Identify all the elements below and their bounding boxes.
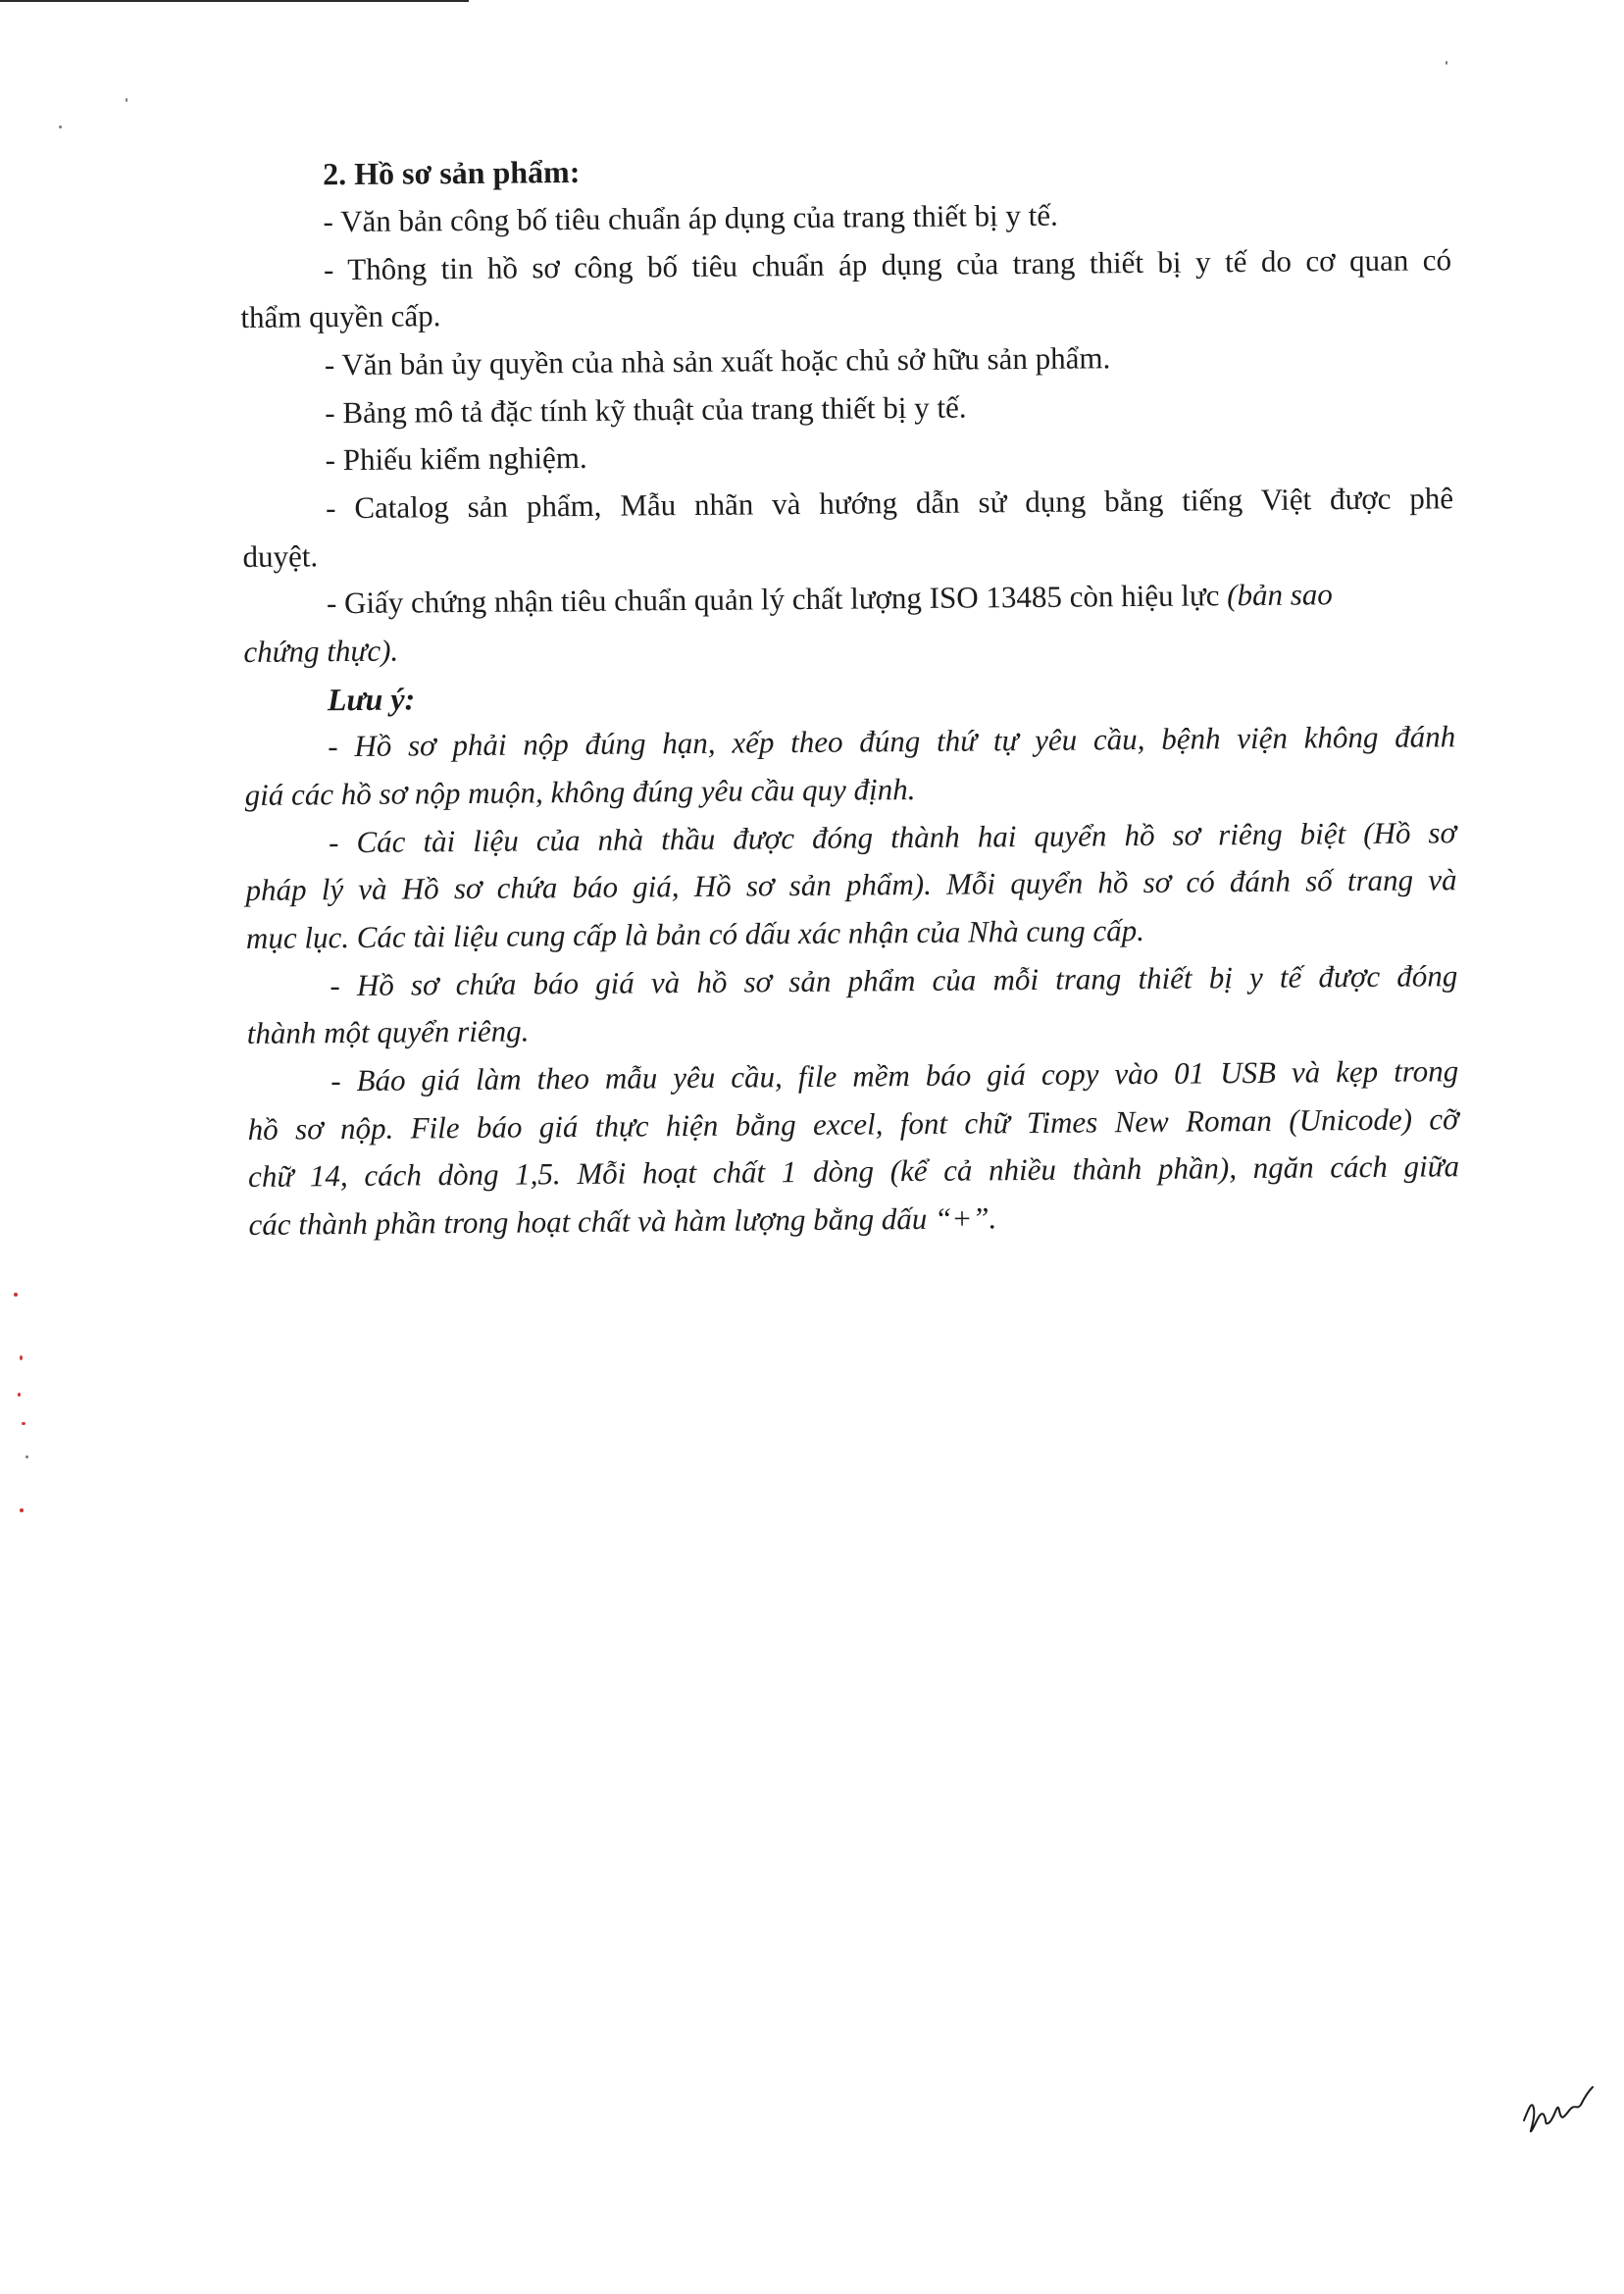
- note-item: - Hồ sơ phải nộp đúng hạn, xếp theo đúng thứ tự yêu cầu, bệnh viện không đánh: [328, 719, 1456, 764]
- note-item: - Các tài liệu của nhà thầu được đóng thành hai quyển hồ sơ riêng biệt (Hồ sơ: [328, 815, 1457, 860]
- list-item: [327, 575, 1333, 623]
- scan-speck: [14, 1293, 18, 1297]
- note-item: - Hồ sơ chứa báo giá và hồ sơ sản phẩm của mỗi trang thiết bị y tế được đóng: [330, 958, 1458, 1003]
- list-item: - Phiếu kiểm nghiệm.: [325, 439, 587, 478]
- note-item-continuation: hồ sơ nộp. File báo giá thực hiện bằng excel, font chữ Times New Roman (Unicode) cỡ: [247, 1101, 1459, 1147]
- list-item-italic-text: (bản sao: [1227, 577, 1333, 613]
- note-item-continuation: pháp lý và Hồ sơ chứa báo giá, Hồ sơ sản phẩm). Mỗi quyển hồ sơ có đánh số trang và: [245, 862, 1457, 907]
- list-item: - Văn bản công bố tiêu chuẩn áp dụng của trang thiết bị y tế.: [323, 197, 1058, 239]
- scan-speck: [59, 126, 62, 128]
- section-heading: 2. Hồ sơ sản phẩm:: [323, 153, 581, 192]
- note-item: - Báo giá làm theo mẫu yêu cầu, file mềm báo giá copy vào 01 USB và kẹp trong: [330, 1053, 1459, 1098]
- list-item-continuation: duyệt.: [242, 538, 319, 574]
- scan-speck: [20, 1508, 24, 1512]
- list-item: - Văn bản ủy quyền của nhà sản xuất hoặc chủ sở hữu sản phẩm.: [324, 340, 1111, 382]
- list-item: - Thông tin hồ sơ công bố tiêu chuẩn áp dụng của trang thiết bị y tế do cơ quan có: [323, 242, 1452, 287]
- document-body: [239, 144, 1460, 1242]
- list-item-continuation: chứng thực).: [243, 633, 399, 669]
- note-item-continuation: các thành phần trong hoạt chất và hàm lượng bằng dấu “+”.: [248, 1200, 997, 1242]
- scan-speck: [126, 98, 127, 102]
- note-item-continuation: giá các hồ sơ nộp muộn, không đúng yêu cầu quy định.: [244, 772, 916, 812]
- note-item-continuation: thành một quyển riêng.: [246, 1013, 530, 1050]
- scan-speck: [18, 1393, 21, 1397]
- scan-speck: [20, 1355, 23, 1360]
- note-item-continuation: mục lục. Các tài liệu cung cấp là bản có dấu xác nhận của Nhà cung cấp.: [245, 912, 1145, 955]
- list-item: - Catalog sản phẩm, Mẫu nhãn và hướng dẫn sử dụng bằng tiếng Việt được phê: [325, 481, 1454, 526]
- scan-speck: [22, 1422, 25, 1425]
- list-item-continuation: thẩm quyền cấp.: [240, 298, 441, 334]
- scan-speck: [25, 1455, 28, 1458]
- note-item-continuation: chữ 14, cách dòng 1,5. Mỗi hoạt chất 1 dòng (kể cả nhiều thành phần), ngăn cách giữa: [247, 1148, 1460, 1194]
- list-item-text: - Giấy chứng nhận tiêu chuẩn quản lý chất lượng ISO 13485 còn hiệu lực: [326, 578, 1228, 621]
- list-item: - Bảng mô tả đặc tính kỹ thuật của trang thiết bị y tế.: [325, 389, 967, 431]
- note-title: Lưu ý:: [327, 681, 416, 718]
- handwritten-initials: [1518, 2081, 1597, 2140]
- scan-speck: [1446, 61, 1447, 65]
- top-border-line: [0, 0, 469, 2]
